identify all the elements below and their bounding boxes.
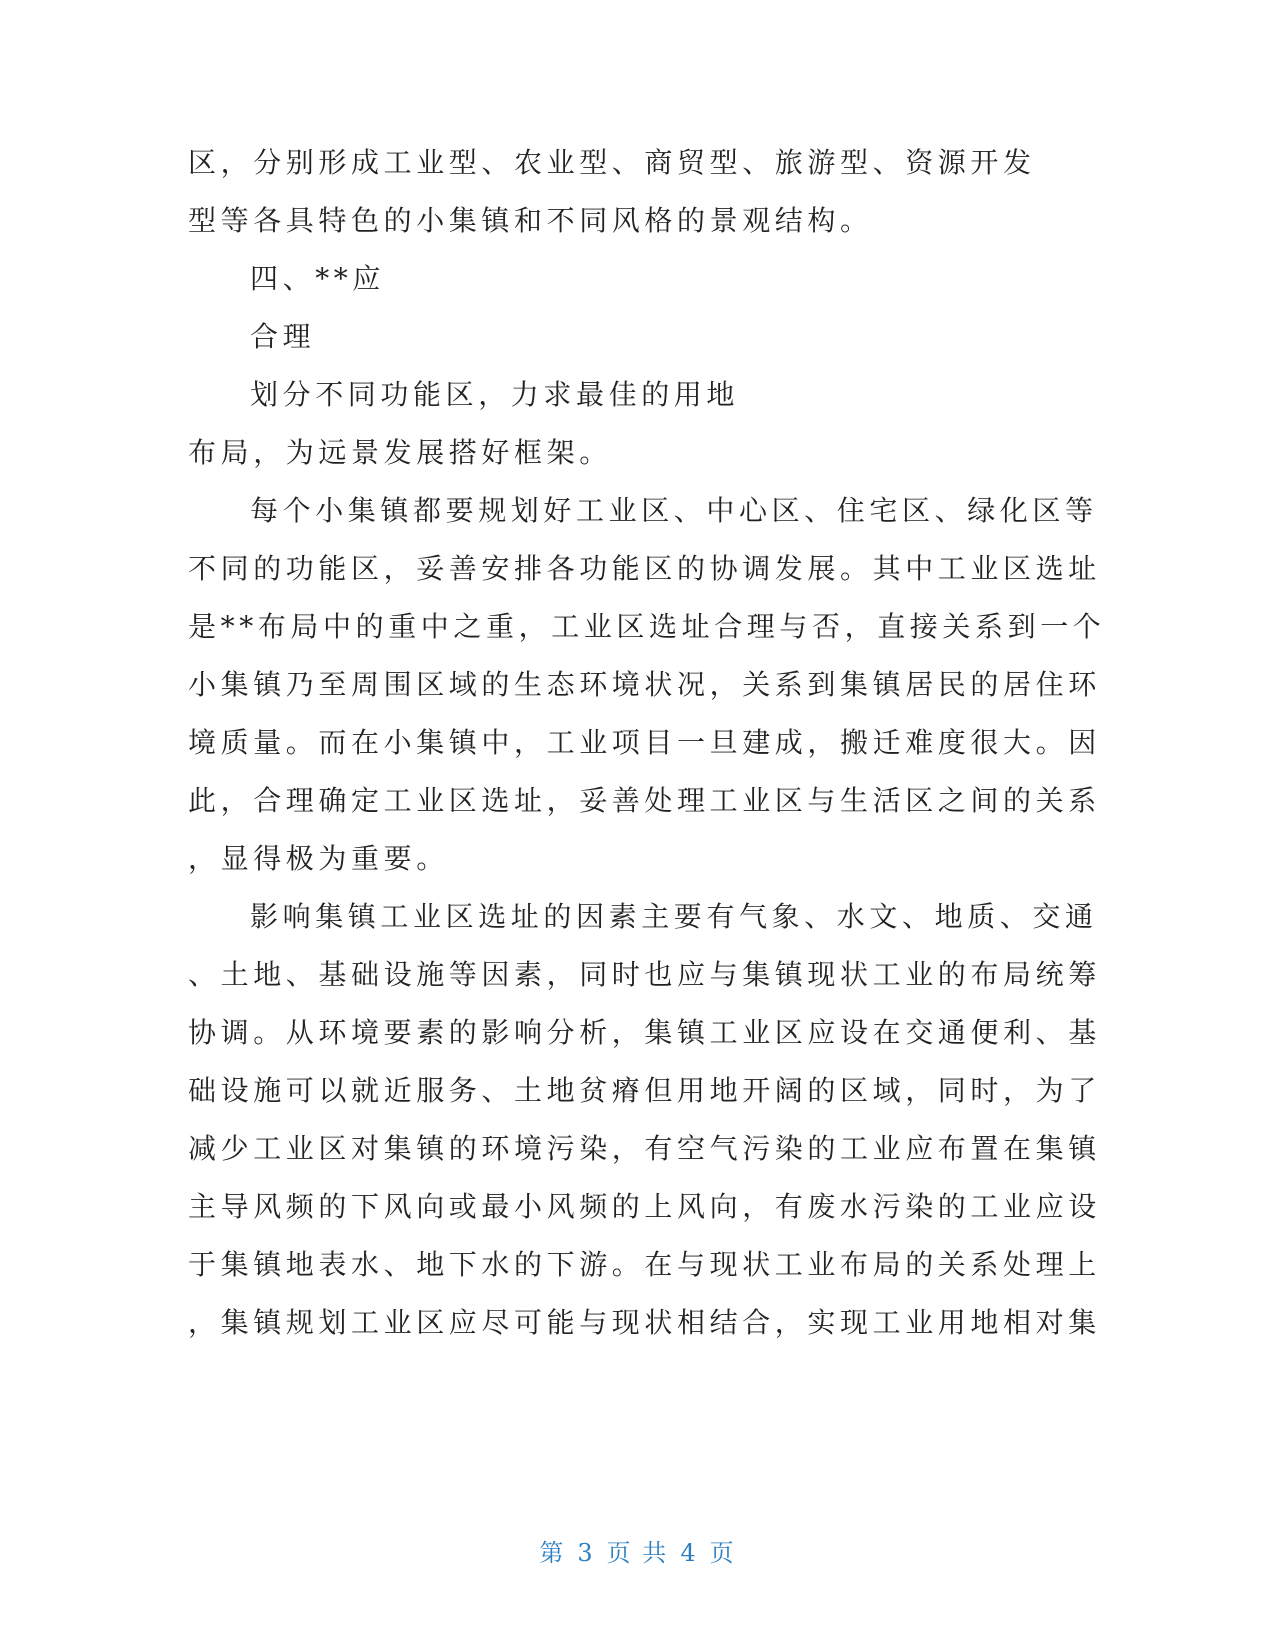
- footer-current-page: 3: [577, 1539, 595, 1567]
- body-line-9: ，显得极为重要。: [188, 842, 449, 875]
- body-line-10: 影响集镇工业区选址的因素主要有气象、水文、地质、交通: [250, 900, 1098, 933]
- body-line-7: 境质量。而在小集镇中，工业项目一旦建成，搬迁难度很大。因: [188, 726, 1101, 759]
- body-line-12: 协调。从环境要素的影响分析，集镇工业区应设在交通便利、基: [188, 1016, 1101, 1049]
- section-heading-line-3: 划分不同功能区，力求最佳的用地: [250, 378, 740, 411]
- body-line-16: 于集镇地表水、地下水的下游。在与现状工业布局的关系处理上: [188, 1248, 1101, 1281]
- body-line-14: 减少工业区对集镇的环境污染，有空气污染的工业应布置在集镇: [188, 1132, 1101, 1165]
- footer-prefix: 第: [539, 1539, 566, 1567]
- body-line-15: 主导风频的下风向或最小风频的上风向，有废水污染的工业应设: [188, 1190, 1101, 1223]
- section-heading-line-2: 合理: [250, 320, 316, 353]
- body-line-5: 是**布局中的重中之重，工业区选址合理与否，直接关系到一个: [188, 610, 1106, 643]
- footer-total-pages: 4: [680, 1539, 698, 1567]
- body-line-2: 型等各具特色的小集镇和不同风格的景观结构。: [188, 204, 873, 237]
- body-line-6: 小集镇乃至周围区域的生态环境状况，关系到集镇居民的居住环: [188, 668, 1101, 701]
- body-line-4: 不同的功能区，妥善安排各功能区的协调发展。其中工业区选址: [188, 552, 1101, 585]
- footer-middle: 页 共: [606, 1539, 669, 1567]
- body-line-1: 区，分别形成工业型、农业型、商贸型、旅游型、资源开发: [188, 146, 1036, 179]
- body-line-11: 、土地、基础设施等因素，同时也应与集镇现状工业的布局统筹: [188, 958, 1101, 991]
- body-line-17: ，集镇规划工业区应尽可能与现状相结合，实现工业用地相对集: [188, 1306, 1101, 1339]
- footer-suffix: 页: [709, 1539, 736, 1567]
- body-line-3: 每个小集镇都要规划好工业区、中心区、住宅区、绿化区等: [250, 494, 1098, 527]
- section-heading-line-4: 布局，为远景发展搭好框架。: [188, 436, 612, 469]
- page-footer: [0, 1538, 1275, 1568]
- section-heading-line-1: 四、**应: [250, 262, 386, 295]
- body-line-8: 此，合理确定工业区选址，妥善处理工业区与生活区之间的关系: [188, 784, 1101, 817]
- body-line-13: 础设施可以就近服务、土地贫瘠但用地开阔的区域，同时，为了: [188, 1074, 1101, 1107]
